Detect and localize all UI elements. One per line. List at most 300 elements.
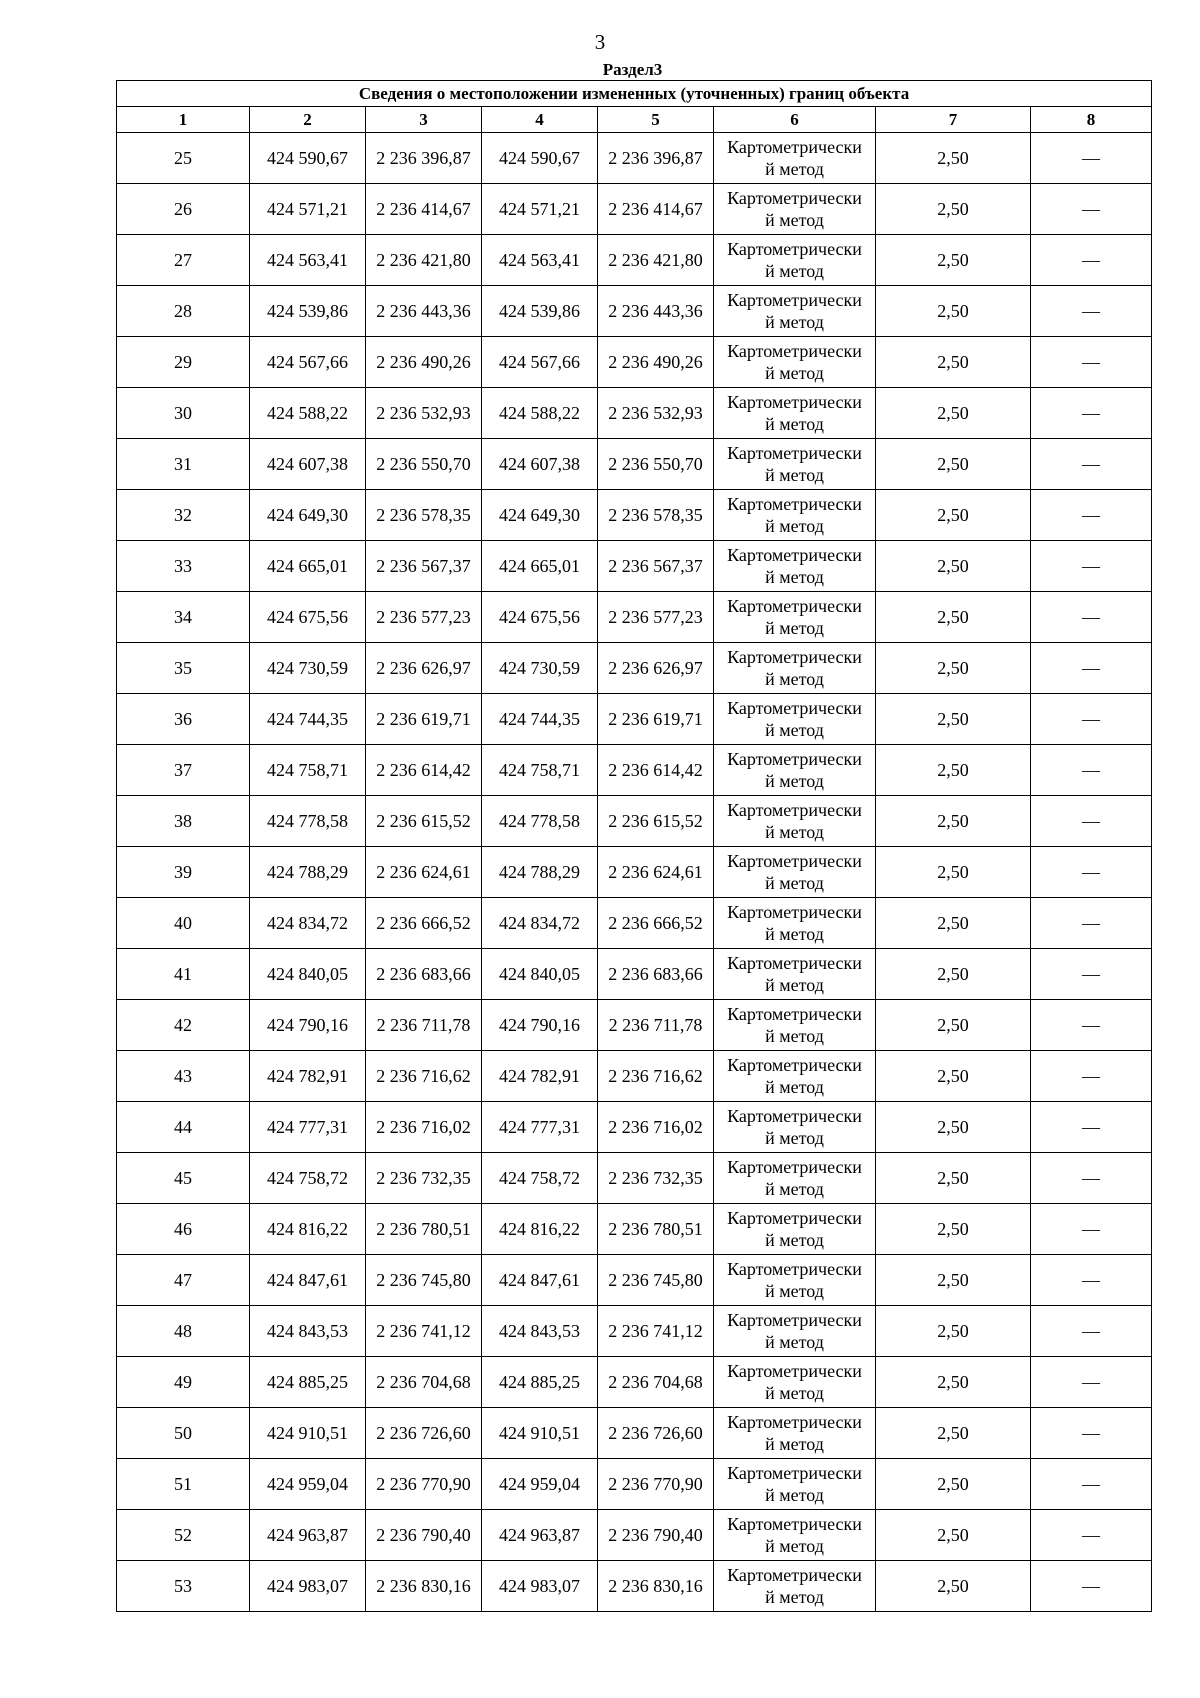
table-row: [117, 745, 1152, 796]
column-number: 1: [117, 107, 250, 133]
accuracy-cell: 2,50: [876, 337, 1031, 388]
accuracy-cell: 2,50: [876, 1000, 1031, 1051]
y-old-cell: 2 236 790,40: [366, 1510, 482, 1561]
x-new-cell: 424 744,35: [482, 694, 598, 745]
method-line-1: Картометрически: [727, 239, 862, 259]
x-new-cell: 424 665,01: [482, 541, 598, 592]
note-cell: —: [1031, 1204, 1152, 1255]
x-new-cell: 424 778,58: [482, 796, 598, 847]
note-cell: —: [1031, 184, 1152, 235]
table-row: [117, 898, 1152, 949]
note-cell: —: [1031, 541, 1152, 592]
point-number-cell: 26: [117, 184, 250, 235]
table-row: [117, 133, 1152, 184]
method-cell: [714, 1408, 876, 1459]
point-number-cell: 33: [117, 541, 250, 592]
method-cell: [714, 592, 876, 643]
point-number-cell: 53: [117, 1561, 250, 1612]
note-cell: —: [1031, 1102, 1152, 1153]
method-line-1: Картометрически: [727, 137, 862, 157]
x-new-cell: 424 910,51: [482, 1408, 598, 1459]
x-old-cell: 424 649,30: [250, 490, 366, 541]
y-old-cell: 2 236 745,80: [366, 1255, 482, 1306]
table-row: [117, 286, 1152, 337]
method-line-2: й метод: [765, 975, 824, 995]
x-old-cell: 424 840,05: [250, 949, 366, 1000]
method-line-2: й метод: [765, 567, 824, 587]
table-row: [117, 1561, 1152, 1612]
method-cell: [714, 337, 876, 388]
x-old-cell: 424 910,51: [250, 1408, 366, 1459]
accuracy-cell: 2,50: [876, 184, 1031, 235]
table-row: [117, 1102, 1152, 1153]
y-new-cell: 2 236 790,40: [598, 1510, 714, 1561]
y-new-cell: 2 236 683,66: [598, 949, 714, 1000]
x-old-cell: 424 758,71: [250, 745, 366, 796]
method-cell: [714, 1459, 876, 1510]
point-number-cell: 44: [117, 1102, 250, 1153]
table-row: [117, 388, 1152, 439]
column-number: 7: [876, 107, 1031, 133]
x-old-cell: 424 563,41: [250, 235, 366, 286]
method-line-1: Картометрически: [727, 1208, 862, 1228]
column-number: 3: [366, 107, 482, 133]
point-number-cell: 38: [117, 796, 250, 847]
x-new-cell: 424 963,87: [482, 1510, 598, 1561]
y-new-cell: 2 236 614,42: [598, 745, 714, 796]
method-line-2: й метод: [765, 1026, 824, 1046]
table-row: [117, 847, 1152, 898]
y-old-cell: 2 236 830,16: [366, 1561, 482, 1612]
y-old-cell: 2 236 615,52: [366, 796, 482, 847]
method-cell: [714, 1000, 876, 1051]
point-number-cell: 40: [117, 898, 250, 949]
y-old-cell: 2 236 614,42: [366, 745, 482, 796]
method-line-1: Картометрически: [727, 1514, 862, 1534]
y-new-cell: 2 236 770,90: [598, 1459, 714, 1510]
method-cell: [714, 1051, 876, 1102]
x-new-cell: 424 782,91: [482, 1051, 598, 1102]
y-old-cell: 2 236 732,35: [366, 1153, 482, 1204]
point-number-cell: 36: [117, 694, 250, 745]
x-old-cell: 424 959,04: [250, 1459, 366, 1510]
x-new-cell: 424 590,67: [482, 133, 598, 184]
accuracy-cell: 2,50: [876, 745, 1031, 796]
method-line-1: Картометрически: [727, 1004, 862, 1024]
method-line-1: Картометрически: [727, 341, 862, 361]
column-number: 8: [1031, 107, 1152, 133]
point-number-cell: 35: [117, 643, 250, 694]
point-number-cell: 47: [117, 1255, 250, 1306]
column-number: 5: [598, 107, 714, 133]
method-line-2: й метод: [765, 1179, 824, 1199]
table-row: [117, 1459, 1152, 1510]
method-line-1: Картометрически: [727, 749, 862, 769]
table-row: [117, 1051, 1152, 1102]
table-row: [117, 1357, 1152, 1408]
point-number-cell: 32: [117, 490, 250, 541]
method-line-1: Картометрически: [727, 902, 862, 922]
x-new-cell: 424 675,56: [482, 592, 598, 643]
column-number: 2: [250, 107, 366, 133]
accuracy-cell: 2,50: [876, 286, 1031, 337]
table-row: [117, 1510, 1152, 1561]
method-cell: [714, 133, 876, 184]
point-number-cell: 37: [117, 745, 250, 796]
method-cell: [714, 1204, 876, 1255]
method-line-2: й метод: [765, 312, 824, 332]
method-line-2: й метод: [765, 618, 824, 638]
point-number-cell: 34: [117, 592, 250, 643]
x-old-cell: 424 778,58: [250, 796, 366, 847]
column-number: 6: [714, 107, 876, 133]
method-line-2: й метод: [765, 1383, 824, 1403]
x-new-cell: 424 730,59: [482, 643, 598, 694]
note-cell: —: [1031, 1306, 1152, 1357]
y-old-cell: 2 236 741,12: [366, 1306, 482, 1357]
note-cell: —: [1031, 286, 1152, 337]
y-new-cell: 2 236 624,61: [598, 847, 714, 898]
note-cell: —: [1031, 592, 1152, 643]
page-number: 3: [594, 30, 606, 54]
x-new-cell: 424 758,72: [482, 1153, 598, 1204]
x-new-cell: 424 790,16: [482, 1000, 598, 1051]
method-line-1: Картометрически: [727, 1259, 862, 1279]
method-line-1: Картометрически: [727, 494, 862, 514]
y-new-cell: 2 236 443,36: [598, 286, 714, 337]
note-cell: —: [1031, 847, 1152, 898]
table-row: [117, 1204, 1152, 1255]
point-number-cell: 52: [117, 1510, 250, 1561]
method-line-2: й метод: [765, 261, 824, 281]
note-cell: —: [1031, 796, 1152, 847]
method-cell: [714, 184, 876, 235]
note-cell: —: [1031, 694, 1152, 745]
x-new-cell: 424 758,71: [482, 745, 598, 796]
table-row: [117, 796, 1152, 847]
table-row: [117, 439, 1152, 490]
x-old-cell: 424 788,29: [250, 847, 366, 898]
method-line-2: й метод: [765, 159, 824, 179]
accuracy-cell: 2,50: [876, 694, 1031, 745]
method-cell: [714, 1255, 876, 1306]
table-row: [117, 949, 1152, 1000]
accuracy-cell: 2,50: [876, 1102, 1031, 1153]
table-row: [117, 694, 1152, 745]
method-cell: [714, 847, 876, 898]
note-cell: —: [1031, 1000, 1152, 1051]
note-cell: —: [1031, 1357, 1152, 1408]
note-cell: —: [1031, 643, 1152, 694]
accuracy-cell: 2,50: [876, 235, 1031, 286]
y-old-cell: 2 236 704,68: [366, 1357, 482, 1408]
y-old-cell: 2 236 770,90: [366, 1459, 482, 1510]
point-number-cell: 42: [117, 1000, 250, 1051]
method-cell: [714, 388, 876, 439]
method-line-1: Картометрически: [727, 1463, 862, 1483]
method-line-2: й метод: [765, 1536, 824, 1556]
method-line-1: Картометрически: [727, 188, 862, 208]
column-number-row: [117, 107, 1152, 133]
x-old-cell: 424 983,07: [250, 1561, 366, 1612]
x-new-cell: 424 983,07: [482, 1561, 598, 1612]
note-cell: —: [1031, 949, 1152, 1000]
y-old-cell: 2 236 577,23: [366, 592, 482, 643]
x-old-cell: 424 790,16: [250, 1000, 366, 1051]
y-new-cell: 2 236 726,60: [598, 1408, 714, 1459]
y-new-cell: 2 236 567,37: [598, 541, 714, 592]
y-new-cell: 2 236 711,78: [598, 1000, 714, 1051]
method-cell: [714, 1153, 876, 1204]
x-old-cell: 424 571,21: [250, 184, 366, 235]
point-number-cell: 31: [117, 439, 250, 490]
method-cell: [714, 694, 876, 745]
x-old-cell: 424 758,72: [250, 1153, 366, 1204]
method-line-1: Картометрически: [727, 443, 862, 463]
method-line-1: Картометрически: [727, 1106, 862, 1126]
y-old-cell: 2 236 683,66: [366, 949, 482, 1000]
coordinates-table: [116, 80, 1152, 1612]
method-cell: [714, 439, 876, 490]
accuracy-cell: 2,50: [876, 898, 1031, 949]
point-number-cell: 25: [117, 133, 250, 184]
column-number: 4: [482, 107, 598, 133]
x-new-cell: 424 885,25: [482, 1357, 598, 1408]
table-body: [117, 133, 1152, 1612]
x-old-cell: 424 539,86: [250, 286, 366, 337]
note-cell: —: [1031, 1459, 1152, 1510]
method-cell: [714, 898, 876, 949]
method-cell: [714, 1561, 876, 1612]
x-new-cell: 424 840,05: [482, 949, 598, 1000]
method-line-1: Картометрически: [727, 1310, 862, 1330]
y-new-cell: 2 236 732,35: [598, 1153, 714, 1204]
table-row: [117, 643, 1152, 694]
x-new-cell: 424 607,38: [482, 439, 598, 490]
note-cell: —: [1031, 439, 1152, 490]
note-cell: —: [1031, 388, 1152, 439]
x-old-cell: 424 675,56: [250, 592, 366, 643]
method-line-1: Картометрически: [727, 596, 862, 616]
table-row: [117, 541, 1152, 592]
method-cell: [714, 745, 876, 796]
x-new-cell: 424 816,22: [482, 1204, 598, 1255]
table-row: [117, 1306, 1152, 1357]
x-old-cell: 424 567,66: [250, 337, 366, 388]
method-line-1: Картометрически: [727, 290, 862, 310]
x-new-cell: 424 847,61: [482, 1255, 598, 1306]
accuracy-cell: 2,50: [876, 1357, 1031, 1408]
y-old-cell: 2 236 490,26: [366, 337, 482, 388]
section-title: Раздел3: [602, 60, 663, 79]
y-new-cell: 2 236 615,52: [598, 796, 714, 847]
method-line-1: Картометрически: [727, 647, 862, 667]
table-row: [117, 592, 1152, 643]
x-old-cell: 424 607,38: [250, 439, 366, 490]
x-new-cell: 424 834,72: [482, 898, 598, 949]
point-number-cell: 49: [117, 1357, 250, 1408]
x-new-cell: 424 588,22: [482, 388, 598, 439]
point-number-cell: 39: [117, 847, 250, 898]
x-new-cell: 424 959,04: [482, 1459, 598, 1510]
accuracy-cell: 2,50: [876, 1561, 1031, 1612]
method-line-1: Картометрически: [727, 1361, 862, 1381]
accuracy-cell: 2,50: [876, 1408, 1031, 1459]
method-line-2: й метод: [765, 414, 824, 434]
method-cell: [714, 796, 876, 847]
method-line-2: й метод: [765, 924, 824, 944]
note-cell: —: [1031, 898, 1152, 949]
x-old-cell: 424 963,87: [250, 1510, 366, 1561]
note-cell: —: [1031, 1510, 1152, 1561]
method-line-1: Картометрически: [727, 392, 862, 412]
point-number-cell: 27: [117, 235, 250, 286]
x-new-cell: 424 571,21: [482, 184, 598, 235]
accuracy-cell: 2,50: [876, 592, 1031, 643]
y-new-cell: 2 236 741,12: [598, 1306, 714, 1357]
table-row: [117, 1153, 1152, 1204]
point-number-cell: 41: [117, 949, 250, 1000]
accuracy-cell: 2,50: [876, 439, 1031, 490]
method-line-2: й метод: [765, 771, 824, 791]
method-line-2: й метод: [765, 1587, 824, 1607]
x-new-cell: 424 843,53: [482, 1306, 598, 1357]
note-cell: —: [1031, 337, 1152, 388]
y-old-cell: 2 236 414,67: [366, 184, 482, 235]
y-new-cell: 2 236 716,02: [598, 1102, 714, 1153]
table-row: [117, 235, 1152, 286]
accuracy-cell: 2,50: [876, 1153, 1031, 1204]
x-old-cell: 424 588,22: [250, 388, 366, 439]
y-old-cell: 2 236 443,36: [366, 286, 482, 337]
y-old-cell: 2 236 780,51: [366, 1204, 482, 1255]
y-new-cell: 2 236 396,87: [598, 133, 714, 184]
y-old-cell: 2 236 578,35: [366, 490, 482, 541]
y-old-cell: 2 236 532,93: [366, 388, 482, 439]
table-row: [117, 184, 1152, 235]
x-old-cell: 424 847,61: [250, 1255, 366, 1306]
y-new-cell: 2 236 619,71: [598, 694, 714, 745]
table-caption-row: [117, 81, 1152, 107]
x-new-cell: 424 777,31: [482, 1102, 598, 1153]
y-old-cell: 2 236 396,87: [366, 133, 482, 184]
y-old-cell: 2 236 567,37: [366, 541, 482, 592]
note-cell: —: [1031, 1561, 1152, 1612]
method-line-1: Картометрически: [727, 1412, 862, 1432]
y-old-cell: 2 236 550,70: [366, 439, 482, 490]
method-cell: [714, 1357, 876, 1408]
point-number-cell: 48: [117, 1306, 250, 1357]
note-cell: —: [1031, 235, 1152, 286]
y-new-cell: 2 236 626,97: [598, 643, 714, 694]
table-row: [117, 490, 1152, 541]
method-line-2: й метод: [765, 720, 824, 740]
table-caption: Сведения о местоположении измененных (уточненных) границ объекта: [117, 81, 1152, 107]
x-old-cell: 424 834,72: [250, 898, 366, 949]
method-cell: [714, 541, 876, 592]
method-line-2: й метод: [765, 1077, 824, 1097]
point-number-cell: 28: [117, 286, 250, 337]
method-line-2: й метод: [765, 516, 824, 536]
method-line-1: Картометрически: [727, 953, 862, 973]
y-new-cell: 2 236 578,35: [598, 490, 714, 541]
accuracy-cell: 2,50: [876, 1459, 1031, 1510]
method-cell: [714, 949, 876, 1000]
method-line-1: Картометрически: [727, 545, 862, 565]
y-new-cell: 2 236 704,68: [598, 1357, 714, 1408]
y-old-cell: 2 236 666,52: [366, 898, 482, 949]
method-line-2: й метод: [765, 1485, 824, 1505]
method-line-2: й метод: [765, 873, 824, 893]
accuracy-cell: 2,50: [876, 796, 1031, 847]
x-new-cell: 424 649,30: [482, 490, 598, 541]
x-old-cell: 424 665,01: [250, 541, 366, 592]
method-line-2: й метод: [765, 465, 824, 485]
method-line-2: й метод: [765, 1332, 824, 1352]
note-cell: —: [1031, 745, 1152, 796]
accuracy-cell: 2,50: [876, 949, 1031, 1000]
point-number-cell: 29: [117, 337, 250, 388]
method-line-2: й метод: [765, 1434, 824, 1454]
note-cell: —: [1031, 490, 1152, 541]
x-old-cell: 424 777,31: [250, 1102, 366, 1153]
method-line-2: й метод: [765, 1281, 824, 1301]
note-cell: —: [1031, 1255, 1152, 1306]
point-number-cell: 43: [117, 1051, 250, 1102]
point-number-cell: 30: [117, 388, 250, 439]
y-new-cell: 2 236 421,80: [598, 235, 714, 286]
accuracy-cell: 2,50: [876, 1051, 1031, 1102]
y-new-cell: 2 236 745,80: [598, 1255, 714, 1306]
x-old-cell: 424 782,91: [250, 1051, 366, 1102]
method-line-1: Картометрически: [727, 1565, 862, 1585]
method-line-1: Картометрически: [727, 1055, 862, 1075]
method-line-2: й метод: [765, 1230, 824, 1250]
table-row: [117, 337, 1152, 388]
x-new-cell: 424 539,86: [482, 286, 598, 337]
method-line-1: Картометрически: [727, 800, 862, 820]
x-old-cell: 424 816,22: [250, 1204, 366, 1255]
accuracy-cell: 2,50: [876, 643, 1031, 694]
y-new-cell: 2 236 577,23: [598, 592, 714, 643]
accuracy-cell: 2,50: [876, 1204, 1031, 1255]
y-old-cell: 2 236 619,71: [366, 694, 482, 745]
y-old-cell: 2 236 626,97: [366, 643, 482, 694]
note-cell: —: [1031, 1051, 1152, 1102]
x-new-cell: 424 563,41: [482, 235, 598, 286]
accuracy-cell: 2,50: [876, 1255, 1031, 1306]
method-line-2: й метод: [765, 210, 824, 230]
accuracy-cell: 2,50: [876, 388, 1031, 439]
x-new-cell: 424 788,29: [482, 847, 598, 898]
point-number-cell: 45: [117, 1153, 250, 1204]
method-cell: [714, 643, 876, 694]
y-old-cell: 2 236 711,78: [366, 1000, 482, 1051]
method-line-2: й метод: [765, 669, 824, 689]
y-new-cell: 2 236 830,16: [598, 1561, 714, 1612]
method-line-1: Картометрически: [727, 698, 862, 718]
method-line-2: й метод: [765, 822, 824, 842]
method-cell: [714, 1102, 876, 1153]
x-old-cell: 424 590,67: [250, 133, 366, 184]
y-old-cell: 2 236 624,61: [366, 847, 482, 898]
method-line-1: Картометрически: [727, 1157, 862, 1177]
x-old-cell: 424 744,35: [250, 694, 366, 745]
accuracy-cell: 2,50: [876, 541, 1031, 592]
y-new-cell: 2 236 550,70: [598, 439, 714, 490]
accuracy-cell: 2,50: [876, 847, 1031, 898]
y-new-cell: 2 236 490,26: [598, 337, 714, 388]
